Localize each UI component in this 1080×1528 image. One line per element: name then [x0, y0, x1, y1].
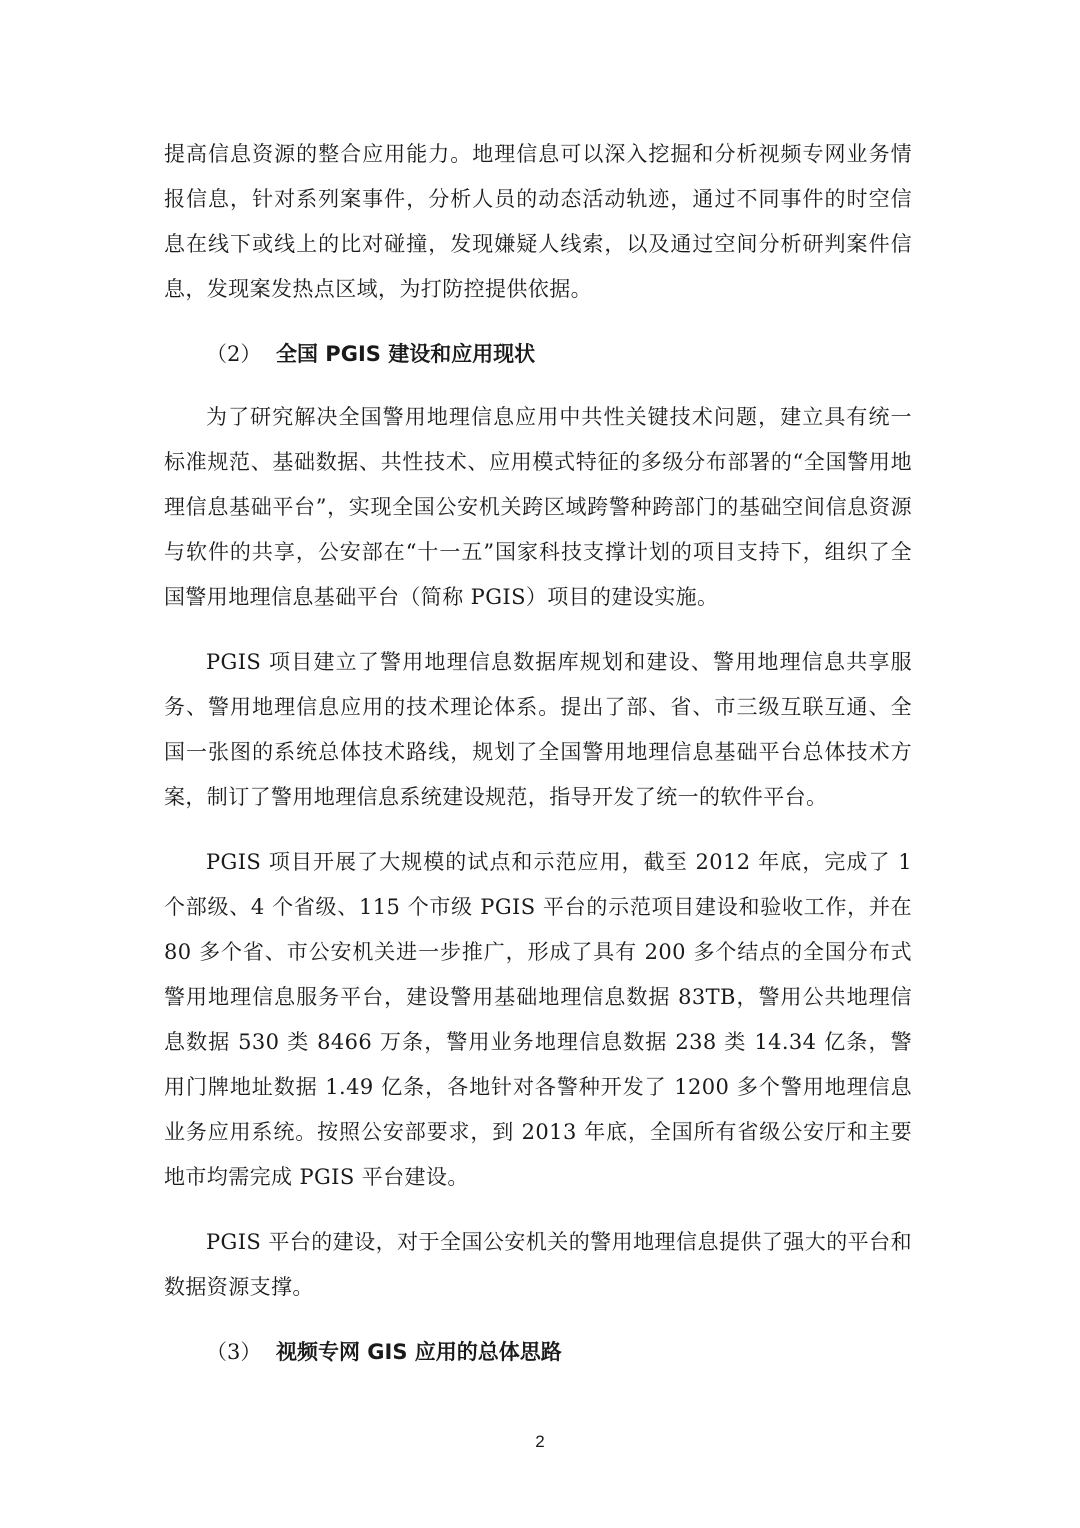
- page-number: 2: [535, 1432, 545, 1451]
- section-number: （3）: [206, 1340, 262, 1364]
- paragraph-continuation: 提高信息资源的整合应用能力。地理信息可以深入挖掘和分析视频专网业务情报信息，针对系列案事件，分析人员的动态活动轨迹，通过不同事件的时空信息在线下或线上的比对碰撞，发现嫌疑人线索，以及通过空间分析研判案件信息，发现案发热点区域，为打防控提供依据。: [164, 142, 912, 301]
- paragraph-pgis-system: PGIS 项目建立了警用地理信息数据库规划和建设、警用地理信息共享服务、警用地理信息应用的技术理论体系。提出了部、省、市三级互联互通、全国一张图的系统总体技术路线，规划了全国警用地理信息基础平台总体技术方案，制订了警用地理信息系统建设规范，指导开发了统一的软件平台。: [164, 650, 912, 809]
- paragraph-pgis-intro: 为了研究解决全国警用地理信息应用中共性关键技术问题，建立具有统一标准规范、基础数据、共性技术、应用模式特征的多级分布部署的“全国警用地理信息基础平台”，实现全国公安机关跨区域跨警种跨部门的基础空间信息资源与软件的共享，公安部在“十一五”国家科技支撑计划的项目支持下，组织了全国警用地理信息基础平台（简称 PGIS）项目的建设实施。: [164, 405, 912, 609]
- section-title: 视频专网 GIS 应用的总体思路: [276, 1340, 562, 1364]
- paragraph-pgis-summary: PGIS 平台的建设，对于全国公安机关的警用地理信息提供了强大的平台和数据资源支撑。: [164, 1230, 912, 1299]
- section-heading-3: [164, 1330, 912, 1375]
- page-body: [164, 132, 912, 1393]
- paragraph-pgis-deployment: PGIS 项目开展了大规模的试点和示范应用，截至 2012 年底，完成了 1 个部级、4 个省级、115 个市级 PGIS 平台的示范项目建设和验收工作，并在 80 多个省、市公安机关进一步推广，形成了具有 200 多个结点的全国分布式警用地理信息服务平台，建设警用基础地理信息数据 83TB，警用公共地理信息数据 530 类 8466 万条，警用业务地理信息数据 238 类 14.34 亿条，警用门牌地址数据 1.49 亿条，各地针对各警种开发了 1200 多个警用地理信息业务应用系统。按照公安部要求，到 2013 年底，全国所有省级公安厅和主要地市均需完成 PGIS 平台建设。: [164, 850, 912, 1189]
- section-heading-2: [164, 332, 912, 377]
- section-number: （2）: [206, 342, 262, 366]
- section-title: 全国 PGIS 建设和应用现状: [276, 342, 536, 366]
